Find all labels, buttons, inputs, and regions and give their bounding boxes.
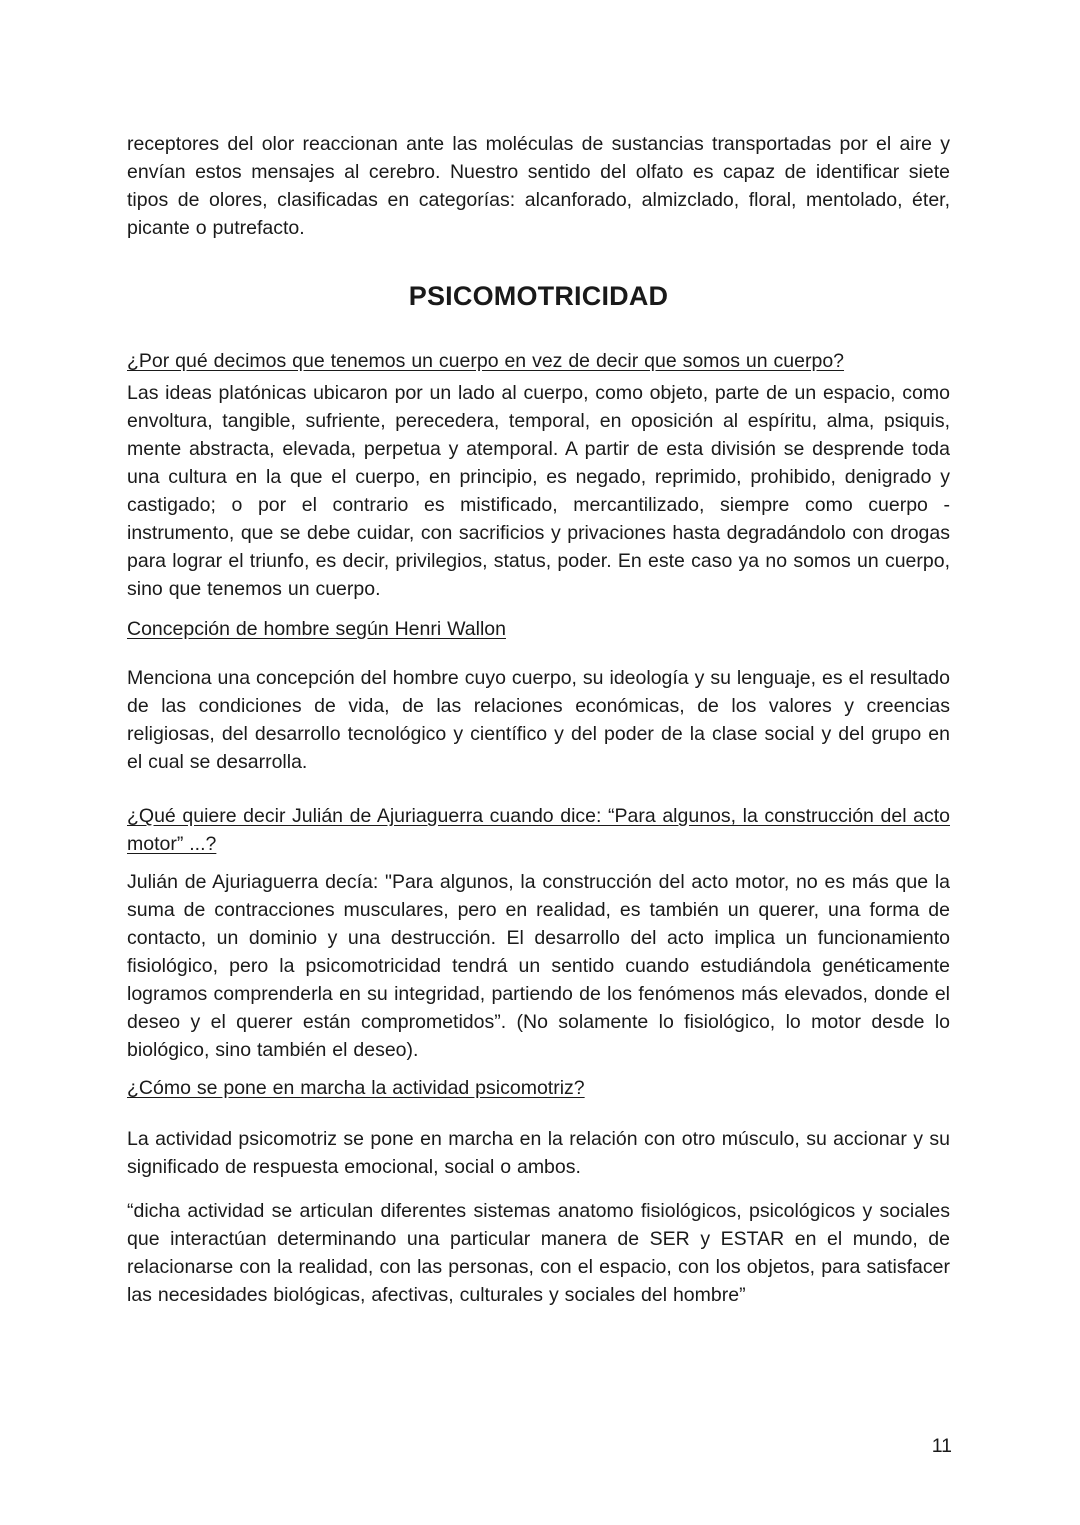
page-number: 11 xyxy=(931,1435,952,1457)
question-actividad-psicomotriz: ¿Cómo se pone en marcha la actividad psicomotriz? xyxy=(127,1077,585,1099)
question-tenemos-un-cuerpo: ¿Por qué decimos que tenemos un cuerpo en vez de decir que somos un cuerpo? xyxy=(127,350,845,372)
document-content xyxy=(127,130,950,1309)
question-ajuriaguerra: ¿Qué quiere decir Julián de Ajuriaguerra cuando dice: “Para algunos, la construcción del acto motor” ...? xyxy=(127,805,950,855)
paragraph-concepcion-hombre: Menciona una concepción del hombre cuyo cuerpo, su ideología y su lenguaje, es el resultado de las condiciones de vida, de las relaciones económicas, de los valores y creencias religiosas, del desarrollo tecnológico y científico y del poder de la clase social y del grupo en el cual se desarrolla. xyxy=(127,667,950,773)
paragraph-cita-sistemas: “dicha actividad se articulan diferentes sistemas anatomo fisiológicos, psicológicos y sociales que interactúan determinando una particular manera de SER y ESTAR en el mundo, de relacionarse con la realidad, con las personas, con el espacio, con los objetos, para satisfacer las necesidades biológicas, afectivas, culturales y sociales del hombre” xyxy=(127,1200,950,1306)
page-title: PSICOMOTRICIDAD xyxy=(408,281,669,311)
paragraph-cita-ajuriaguerra: Julián de Ajuriaguerra decía: "Para algunos, la construcción del acto motor, no es más que la suma de contracciones musculares, pero en realidad, es también un querer, una forma de contacto, un dominio y una destrucción. El desarrollo del acto implica un funcionamiento fisiológico, pero la psicomotricidad tendrá un sentido cuando estudiándola genéticamente logramos comprenderla en su integridad, partiendo de los fenómenos más elevados, donde el deseo y el querer están comprometidos”. (No solamente lo fisiológico, lo motor desde lo biológico, sino también el deseo). xyxy=(127,871,950,1061)
intro-paragraph: receptores del olor reaccionan ante las moléculas de sustancias transportadas por el aire y envían estos mensajes al cerebro. Nuestro sentido del olfato es capaz de identificar siete tipos de olores, clasificadas en categorías: alcanforado, almizclado, floral, mentolado, éter, picante o putrefacto. xyxy=(127,133,950,239)
heading-concepcion-wallon: Concepción de hombre según Henri Wallon xyxy=(127,618,506,640)
paragraph-actividad-psicomotriz: La actividad psicomotriz se pone en marcha en la relación con otro músculo, su accionar y su significado de respuesta emocional, social o ambos. xyxy=(127,1128,950,1178)
paragraph-ideas-platonicas: Las ideas platónicas ubicaron por un lado al cuerpo, como objeto, parte de un espacio, como envoltura, tangible, sufriente, perecedera, temporal, en oposición al espíritu, alma, psiquis, mente abstracta, elevada, perpetua y atemporal. A partir de esta división se desprende toda una cultura en la que el cuerpo, en principio, es negado, reprimido, prohibido, denigrado y castigado; o por el contrario es mistificado, mercantilizado, siempre como cuerpo - instrumento, que se debe cuidar, con sacrificios y privaciones hasta degradándolo con drogas para lograr el triunfo, es decir, privilegios, status, poder. En este caso ya no somos un cuerpo, sino que tenemos un cuerpo. xyxy=(127,382,950,600)
